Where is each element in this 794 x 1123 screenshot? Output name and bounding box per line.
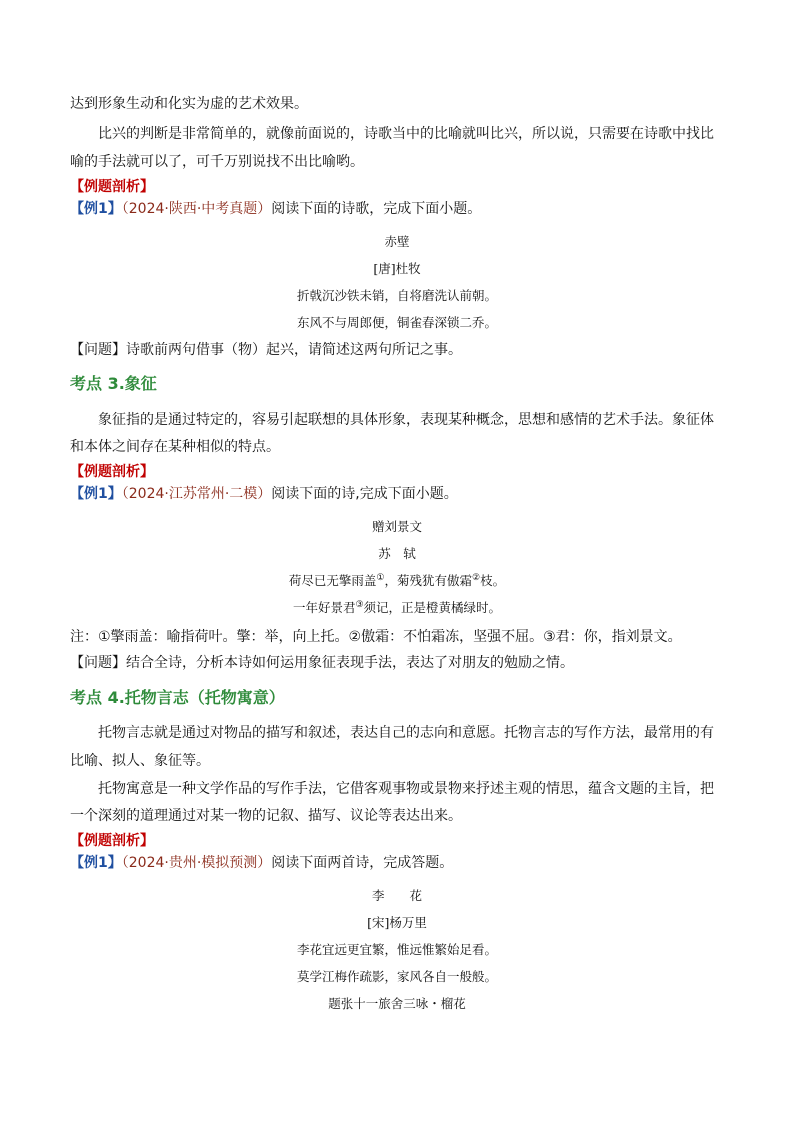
example-instruction: 阅读下面的诗,完成下面小题。 — [271, 486, 458, 502]
paragraph-line: 象征指的是通过特定的，容易引起联想的具体形象，表现某种概念，思想和感情的艺术手法。象征体 — [98, 412, 714, 428]
example-label: 【例1】 — [70, 486, 122, 502]
example-3-header — [70, 848, 730, 878]
question-line — [70, 648, 730, 678]
paragraph-line: 比喻、拟人、象征等。 — [70, 753, 210, 769]
paragraph-line: 托物寓意是一种文学作品的写作手法，它借客观事物或景物来抒述主观的情思，蕴含文题的主旨，把 — [98, 781, 714, 797]
question-text: 结合全诗，分析本诗如何运用象征表现手法，表达了对朋友的勉励之情。 — [126, 655, 574, 671]
example-analysis-tag: 【例题剖析】 — [70, 179, 154, 195]
poem-line: 一年好景君③须记，正是橙黄橘绿时。 — [292, 599, 502, 615]
example-source: （2024·江苏常州·二模） — [121, 486, 272, 502]
example-label: 【例1】 — [70, 201, 122, 217]
paragraph-line: 达到形象生动和化实为虚的艺术效果。 — [70, 96, 308, 112]
question-tag: 【问题】 — [70, 342, 126, 358]
poem-title: 题张十一旅舍三咏・榴花 — [328, 996, 466, 1011]
paragraph-line: 和本体之间存在某种相似的特点。 — [70, 439, 280, 455]
poem-line: 折戟沉沙铁未销，自将磨洗认前朝。 — [296, 288, 497, 303]
poem-author: [唐]杜牧 — [373, 261, 421, 276]
poem-title: 赠刘景文 — [371, 519, 422, 534]
section-heading: 考点 3.象征 — [70, 374, 157, 393]
section-heading: 考点 4.托物言志（托物寓意） — [70, 688, 285, 707]
example-analysis-tag: 【例题剖析】 — [70, 464, 154, 480]
poem-author: 苏 轼 — [378, 546, 416, 561]
example-analysis-tag: 【例题剖析】 — [70, 833, 154, 849]
example-source: （2024·陕西·中考真题） — [121, 201, 272, 217]
poem-author: [宋]杨万里 — [367, 915, 427, 930]
example-2-header — [70, 479, 730, 509]
paragraph-line: 比兴的判断是非常简单的，就像前面说的，诗歌当中的比喻就叫比兴，所以说，只需要在诗歌中找比 — [98, 126, 714, 142]
poem-line: 东风不与周郎便，铜雀春深锁二乔。 — [296, 315, 497, 330]
example-label: 【例1】 — [70, 855, 122, 871]
question-tag: 【问题】 — [70, 655, 126, 671]
footnote-marker: ③ — [355, 599, 364, 610]
question-line — [70, 335, 730, 365]
paragraph-line: 托物言志就是通过对物品的描写和叙述，表达自己的志向和意愿。托物言志的写作方法，最常用的有 — [98, 725, 714, 741]
poem-line: 荷尽已无擎雨盖①，菊残犹有傲霜②枝。 — [288, 572, 506, 588]
poem-line: 莫学江梅作疏影，家风各自一般般。 — [296, 969, 497, 984]
paragraph-line: 一个深刻的道理通过对某一物的记叙、描写、议论等表达出来。 — [70, 808, 462, 824]
footnote-marker: ① — [376, 572, 385, 583]
poem-title: 李 花 — [371, 888, 422, 903]
example-instruction: 阅读下面的诗歌，完成下面小题。 — [271, 201, 482, 217]
example-instruction: 阅读下面两首诗，完成答题。 — [271, 855, 454, 871]
question-text: 诗歌前两句借事（物）起兴，请简述这两句所记之事。 — [126, 342, 462, 358]
example-source: （2024·贵州·模拟预测） — [121, 855, 272, 871]
paragraph-line: 喻的手法就可以了，可千万别说找不出比喻哟。 — [70, 154, 364, 170]
poem-line: 李花宜远更宜繁，惟远惟繁始足看。 — [296, 942, 497, 957]
example-1-header — [70, 194, 730, 224]
footnotes: 注：①擎雨盖：喻指荷叶。擎：举，向上托。②傲霜：不怕霜冻，坚强不屈。③君：你，指刘景文。 — [70, 629, 682, 645]
footnote-marker: ② — [472, 572, 481, 583]
poem-title: 赤壁 — [384, 234, 410, 249]
